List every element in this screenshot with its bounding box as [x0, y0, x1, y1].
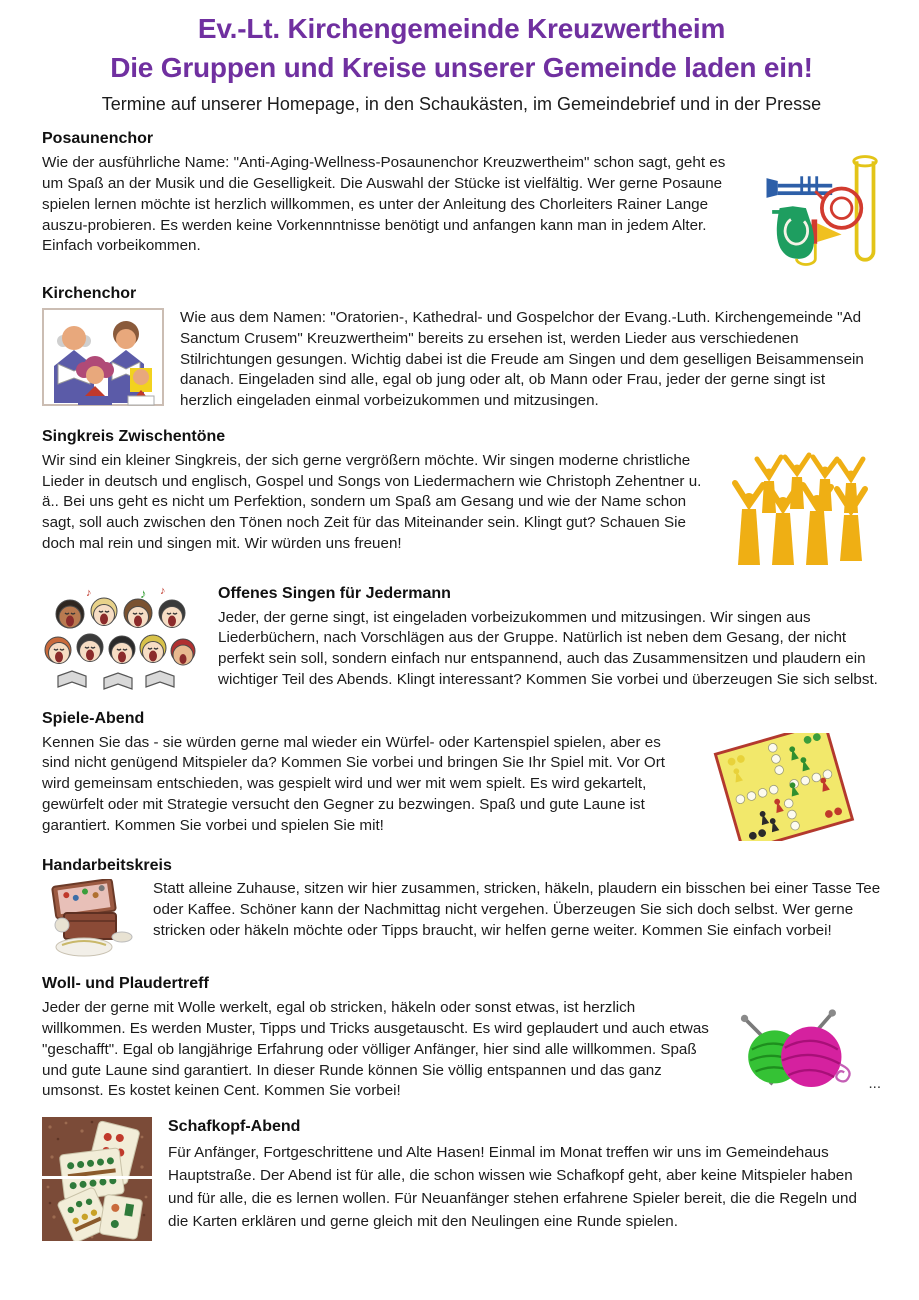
page-title-line1: Ev.-Lt. Kirchengemeinde Kreuzwertheim: [197, 13, 726, 44]
section-wolltreff: [42, 974, 881, 1102]
schafkopf-heading: Schafkopf-Abend: [168, 1118, 301, 1136]
spiele-abend-body: Kennen Sie das - sie würden gerne mal wieder ein Würfel- oder Kartenspiel spielen, aber es sind nicht genügend Mitspieler da? Kommen Sie vorbei und bringen Sie Ihr Spiel mit. Vor Ort wird gemeinsam entschieden, was gespielt wird und wer mit wem spielt. Es wird gekartelt, gewürfelt oder mit Strategie versucht den Gegner zu bezwingen. Spaß und gute Laune ist garantiert. Kommen Sie vorbei und spielen Sie mit!: [42, 733, 666, 834]
spiele-abend-heading: Spiele-Abend: [42, 709, 145, 727]
yarn-balls-image: [724, 1002, 862, 1098]
offenes-singen-heading: Offenes Singen für Jedermann: [218, 584, 451, 602]
flyer-header: [42, 10, 881, 115]
offenes-singen-body: Jeder, der gerne singt, ist eingeladen vorbeizukommen und mitzusingen. Wir singen aus Liederbüchern, nach Vorschlägen aus der Gruppe. Natürlich ist neben dem Gesang, der nicht perfekt sein soll, sondern einfach nur entspannend, auch das Zusammensitzen und plaudern ein wichtiger Teil des Abends. Klingt interessant? Kommen Sie vorbei und überzeugen Sie sich selbst.: [218, 608, 878, 689]
sewing-basket-image: [42, 879, 137, 959]
svg-text:♪: ♪: [86, 586, 92, 599]
singkreis-body: Wir sind ein kleiner Singkreis, der sich gerne vergrößern möchte. Wir singen moderne christliche Lieder in deutsch und englisch, Gospel und Songs von Liedermachern wie Christoph Zehentner u. ä.. Bei uns geht es nicht um Perfektion, sondern um Spaß am Gesang und wie der Name schon sagt, soll auch zwischen den Tönen noch Zeit für das Miteinander sein. Klingt gut? Schauen Sie doch mal rein und singen mit. Wir würden uns freuen!: [42, 451, 702, 553]
praising-figures-icon: [731, 451, 881, 569]
posaunenchor-body: Wie der ausführliche Name: "Anti-Aging-Wellness-Posaunenchor Kreuzwertheim" schon sagt, geht es um Spaß an der Musik und die Geselligkeit. Die Auswahl der Stücke ist vielfältig. Wer gerne Posaune spielen lernen möchte ist herzlich willkommen, es unter der Anleitung des Chorleiters Rainer Lange auszu-probieren. Es werden keine Vorkennntnisse benötigt und anfangen kann man in jedem Alter. Einfach vorbeikommen.: [42, 154, 726, 255]
ludo-board-icon: [685, 733, 881, 841]
posaunenchor-heading: Posaunenchor: [42, 130, 154, 148]
section-schafkopf: [42, 1117, 881, 1241]
choir-clipart-image: [42, 308, 164, 406]
brass-instruments-image: [759, 153, 881, 269]
cartoon-choir-icon: [42, 584, 202, 694]
handarbeitskreis-body: Statt alleine Zuhause, sitzen wir hier zusammen, stricken, häkeln, plaudern ein bisschen bei einer Tasse Tee oder Kaffee. Schöner kann der Nachmittag nicht vergehen. Überzeugen Sie sich doch selbst. Wer gerne stricken oder häkeln möchte oder Tipps braucht, wir helfen gerne weiter. Kommen Sie einfach vorbei!: [153, 880, 881, 940]
schafkopf-cards-icon: [42, 1117, 152, 1241]
singkreis-heading: Singkreis Zwischentöne: [42, 427, 226, 445]
section-kirchenchor: [42, 284, 881, 412]
praising-figures-image: [731, 451, 881, 569]
section-singkreis: [42, 427, 881, 569]
schafkopf-body: Für Anfänger, Fortgeschrittene und Alte Hasen! Einmal im Monat treffen wir uns im Gemeindehaus Hauptstraße. Der Abend ist für alle, die schon wissen wie Schafkopf geht, aber keine Mitspieler haben und für alle, die es lernen wollen. Für Neuanfänger stehen erfahrene Spieler bereit, die die Regeln und die Karten erklären und gerne gleich mit den Neulingen eine Runde spielen.: [168, 1144, 857, 1231]
cartoon-choir-image: [42, 584, 202, 694]
section-spiele-abend: [42, 709, 881, 841]
section-handarbeitskreis: [42, 856, 881, 960]
ludo-board-image: [685, 733, 881, 841]
handarbeitskreis-heading: Handarbeitskreis: [42, 856, 172, 874]
brass-instruments-icon: [759, 153, 881, 269]
yarn-balls-icon: [724, 1002, 862, 1098]
schafkopf-cards-image: [42, 1117, 152, 1241]
section-offenes-singen: [42, 584, 881, 694]
kirchenchor-heading: Kirchenchor: [42, 285, 137, 303]
kirchenchor-body: Wie aus dem Namen: "Oratorien-, Kathedral- und Gospelchor der Evang.-Luth. Kirchengemeinde "Ad Sanctum Crusem" Kreuzwertheim" bereits zu ersehen ist, werden Lieder aus verschiedenen Stilrichtungen gesungen. Wichtig dabei ist die Freude am Singen und dem geselligen Beisammensein danach. Eingeladen sind alle, egal ob jung oder alt, ob Mann oder Frau, jeder der gerne singt ist herzlich eingeladen einmal vorbeizukommen und mitzusingen.: [180, 308, 864, 410]
wolltreff-body: Jeder der gerne mit Wolle werkelt, egal ob stricken, häkeln oder sonst etwas, ist herzlich willkommen. Es werden Muster, Tipps und Tricks ausgetauscht. Es wird geplaudert und auch etwas "geschafft". Egal ob langjährige Erfahrung oder völliger Anfänger, hier sind alle willkommen. Spaß und gute Laune sind garantiert. In dieser Runde können Sie völlig entspannen und das ganz umsonst. Es kostet keinen Cent. Kommen Sie vorbei!: [42, 999, 709, 1100]
svg-text:♪: ♪: [160, 584, 166, 597]
page-title-line2: Die Gruppen und Kreise unserer Gemeinde laden ein!: [110, 51, 813, 83]
ellipsis-text: ...: [868, 1075, 881, 1093]
svg-text:♪: ♪: [140, 585, 147, 601]
sewing-basket-icon: [42, 879, 137, 959]
choir-clipart-icon: [42, 308, 164, 406]
wolltreff-heading: Woll- und Plaudertreff: [42, 975, 209, 993]
page-subtitle: Termine auf unserer Homepage, in den Schaukästen, im Gemeindebrief und in der Presse: [101, 94, 822, 115]
section-posaunenchor: [42, 129, 881, 269]
